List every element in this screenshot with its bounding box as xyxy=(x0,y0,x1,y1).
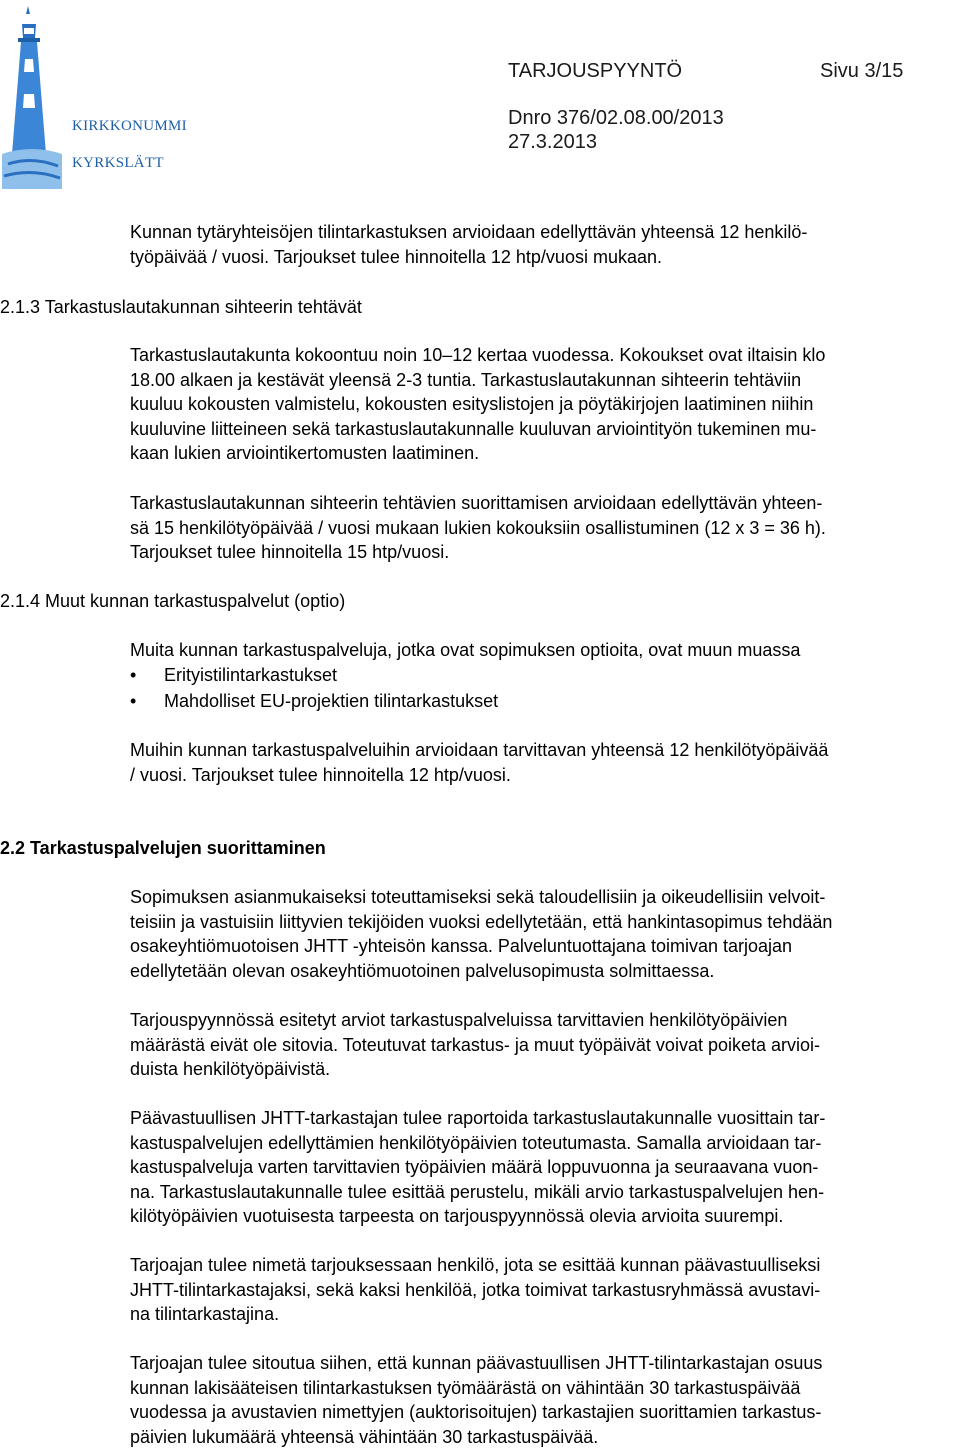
text-line: kastuspalveluja varten tarvittavien työpäivien määrä loppuvuonna ja seuraavana vuon- xyxy=(130,1157,819,1178)
text-line: Päävastuullisen JHTT-tarkastajan tulee raportoida tarkastuslautakunnalle vuosittain tar- xyxy=(130,1108,826,1128)
text-line: kaan lukien arviointikertomusten laatiminen. xyxy=(130,443,480,464)
text-line: duista henkilötyöpäivistä. xyxy=(130,1059,331,1080)
paragraph-other-workdays xyxy=(130,738,960,787)
text-line: Tarkastuslautakunnan sihteerin tehtävien suorittamisen arvioidaan edellyttävän yhteen- xyxy=(130,493,823,513)
kirkkonummi-logo xyxy=(2,4,202,189)
paragraph-contract-form xyxy=(130,885,960,983)
list-item-text: Mahdolliset EU-projektien tilintarkastukset xyxy=(164,691,499,711)
text-line: Sopimuksen asianmukaiseksi toteuttamiseksi sekä taloudellisiin ja oikeudellisiin velvoit- xyxy=(130,887,826,907)
document-date: 27.3.2013 xyxy=(508,131,597,153)
paragraph-estimates xyxy=(130,1008,960,1082)
bullet-icon: • xyxy=(130,691,137,711)
text-line: JHTT-tilintarkastajaksi, sekä kaksi henkilöä, jotka toimivat tarkastusryhmässä avustavi- xyxy=(130,1279,821,1300)
text-line: Muita kunnan tarkastuspalveluja, jotka ovat sopimuksen optioita, ovat muun muassa xyxy=(130,640,801,660)
document-title: TARJOUSPYYNTÖ xyxy=(508,60,683,82)
heading-2-1-3: 2.1.3 Tarkastuslautakunnan sihteerin tehtävät xyxy=(0,297,362,317)
text-line: kilötyöpäivien vuotuisesta tarpeesta on tarjouspyynnössä olevia arvioita suurempi. xyxy=(130,1206,784,1227)
text-line: / vuosi. Tarjoukset tulee hinnoitella 12 htp/vuosi. xyxy=(130,764,511,785)
text-line: kastuspalvelujen edellyttämien henkilötyöpäivien toteutumasta. Samalla arvioidaan tar- xyxy=(130,1132,822,1153)
paragraph-nominate-auditor xyxy=(130,1253,960,1327)
list-item xyxy=(130,689,498,714)
text-line: Kunnan tytäryhteisöjen tilintarkastuksen arvioidaan edellyttävän yhteensä 12 henkilö- xyxy=(130,222,808,242)
paragraph-secretary-duties xyxy=(130,343,960,466)
text-line: päivien lukumäärä yhteensä vähintään 30 tarkastuspäivää. xyxy=(130,1426,599,1447)
page-number: Sivu 3/15 xyxy=(820,60,904,82)
text-line: sä 15 henkilötyöpäivää / vuosi mukaan lukien kokouksiin osallistuminen (12 x 3 = 36 h). xyxy=(130,517,826,538)
text-line: na tilintarkastajina. xyxy=(130,1304,280,1325)
bullet-icon: • xyxy=(130,665,137,685)
paragraph-reporting xyxy=(130,1106,960,1229)
heading-2-1-4: 2.1.4 Muut kunnan tarkastuspalvelut (optio) xyxy=(0,591,346,611)
lighthouse-icon xyxy=(2,4,72,189)
logo-text-kyrkslatt: KYRKSLÄTT xyxy=(72,155,164,171)
text-line: Tarjoukset tulee hinnoitella 15 htp/vuosi. xyxy=(130,542,450,563)
paragraph-subsidiary-audit xyxy=(130,220,960,269)
text-line: kunnan lakisääteisen tilintarkastuksen työmäärästä on vähintään 30 tarkastuspäivää xyxy=(130,1377,801,1398)
list-item-text: Erityistilintarkastukset xyxy=(164,665,338,685)
paragraph-secretary-workdays xyxy=(130,491,960,565)
text-line: 18.00 alkaen ja kestävät yleensä 2-3 tuntia. Tarkastuslautakunnan sihteerin tehtäviin xyxy=(130,369,802,390)
text-line: edellytetään olevan osakeyhtiömuotoinen palvelusopimusta solmittaessa. xyxy=(130,960,715,981)
text-line: kuuluvine liitteineen sekä tarkastuslautakunnalle kuuluvan arviointityön tukeminen mu- xyxy=(130,418,817,439)
heading-2-2: 2.2 Tarkastuspalvelujen suorittaminen xyxy=(0,838,326,858)
text-line: Tarkastuslautakunta kokoontuu noin 10–12 kertaa vuodessa. Kokoukset ovat iltaisin klo xyxy=(130,345,826,365)
text-line: Tarjoajan tulee sitoutua siihen, että kunnan päävastuullisen JHTT-tilintarkastajan osuus xyxy=(130,1353,823,1373)
text-line: työpäivää / vuosi. Tarjoukset tulee hinnoitella 12 htp/vuosi mukaan. xyxy=(130,246,662,267)
text-line: na. Tarkastuslautakunnalle tulee esittää perustelu, mikäli arvio tarkastuspalvelujen hen- xyxy=(130,1181,825,1202)
text-line: osakeyhtiömuotoisen JHTT -yhteisön kanssa. Palveluntuottajana toimivan tarjoajan xyxy=(130,936,793,957)
text-line: teisiin ja vastuisiin liittyvien tekijöiden vuoksi edellytetään, että hankintasopimus tehdään xyxy=(130,911,833,932)
paragraph-commitment xyxy=(130,1351,960,1449)
text-line: Tarjouspyynnössä esitetyt arviot tarkastuspalveluissa tarvittavien henkilötyöpäivien xyxy=(130,1010,788,1030)
text-line: Tarjoajan tulee nimetä tarjouksessaan henkilö, jota se esittää kunnan päävastuulliseksi xyxy=(130,1255,821,1275)
text-line: kuuluu kokousten valmistelu, kokousten esityslistojen ja pöytäkirjojen laatiminen niihin xyxy=(130,394,814,415)
text-line: Muihin kunnan tarkastuspalveluihin arvioidaan tarvittavan yhteensä 12 henkilötyöpäivää xyxy=(130,740,829,760)
logo-text-kirkkonummi: KIRKKONUMMI xyxy=(72,118,187,134)
text-line: vuodessa ja avustavien nimettyjen (auktorisoitujen) tarkastajien suorittamien tarkastus- xyxy=(130,1402,822,1423)
text-line: määrästä eivät ole sitovia. Toteutuvat tarkastus- ja muut työpäivät voivat poiketa arvioi- xyxy=(130,1034,821,1055)
list-item xyxy=(130,663,337,688)
document-number: Dnro 376/02.08.00/2013 xyxy=(508,107,724,129)
paragraph-other-services xyxy=(130,638,960,663)
